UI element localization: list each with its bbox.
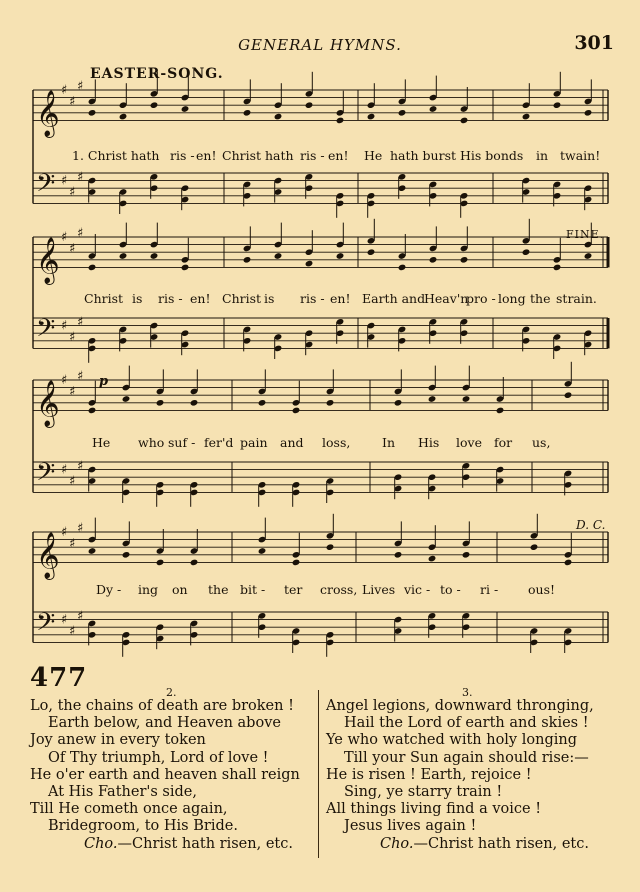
- sharp-icon: ♯: [61, 525, 68, 540]
- note-head: [584, 109, 593, 117]
- stanza-line: Bridegroom, to His Bride.: [48, 818, 238, 835]
- lyric-syllable: love: [456, 435, 482, 450]
- lyric-syllable: Christ: [84, 291, 124, 306]
- note-head: [564, 391, 573, 399]
- lyric-syllable: ous!: [528, 582, 556, 597]
- lyric-syllable: en!: [196, 148, 217, 163]
- sharp-icon: ♯: [61, 373, 68, 388]
- note-head: [428, 395, 437, 403]
- note-head: [530, 543, 539, 551]
- note-head: [292, 407, 301, 415]
- note-head: [243, 256, 252, 264]
- note-head: [181, 264, 190, 272]
- note-head: [496, 407, 505, 415]
- note-head: [398, 109, 407, 117]
- lyric-syllable: to -: [440, 582, 461, 597]
- note-head: [553, 264, 562, 272]
- sharp-icon: ♯: [61, 462, 68, 478]
- sharp-icon: ♯: [69, 94, 76, 110]
- note-head: [88, 547, 97, 555]
- lyric-syllable: pain: [240, 435, 268, 450]
- stanza-line: Sing, ye starry train !: [344, 784, 503, 801]
- note-head: [156, 559, 165, 567]
- note-head: [88, 264, 97, 272]
- note-head: [122, 395, 131, 403]
- lyric-syllable: hath burst: [390, 148, 457, 163]
- lyric-syllable: us,: [532, 435, 551, 450]
- stanza-line: Hail the Lord of earth and skies !: [344, 715, 589, 732]
- bass-clef-icon: 𝄢: [36, 457, 56, 493]
- stanza-line: Earth below, and Heaven above: [48, 715, 281, 732]
- sharp-icon: ♯: [69, 384, 76, 400]
- sharp-icon: ♯: [77, 369, 84, 385]
- note-head: [122, 551, 131, 559]
- lyric-syllable: ter: [284, 582, 303, 597]
- note-head: [190, 559, 199, 567]
- note-head: [88, 109, 97, 117]
- note-head: [462, 395, 471, 403]
- lyric-syllable: ris -: [158, 291, 183, 306]
- treble-clef-icon: 𝄞: [36, 380, 60, 427]
- note-head: [394, 551, 403, 559]
- bass-clef-icon: 𝄢: [36, 168, 56, 204]
- lyric-syllable: strain.: [556, 291, 597, 306]
- sharp-icon: ♯: [69, 330, 76, 345]
- lyric-syllable: twain!: [560, 148, 601, 163]
- note-head: [336, 252, 345, 260]
- sharp-icon: ♯: [61, 318, 68, 334]
- lyric-syllable: His: [418, 435, 440, 450]
- lyric-syllable: Christ hath: [222, 148, 294, 163]
- stanza-line: All things living find a voice !: [326, 801, 542, 818]
- note-head: [462, 551, 471, 559]
- note-head: [305, 101, 314, 109]
- stanza-line: Till your Sun again should rise:—: [344, 749, 589, 766]
- sharp-icon: ♯: [61, 230, 68, 245]
- lyric-syllable: Earth and: [362, 291, 426, 306]
- sharp-icon: ♯: [77, 458, 84, 474]
- sharp-icon: ♯: [77, 521, 84, 537]
- note-head: [88, 407, 97, 415]
- lyric-syllable: His bonds: [460, 148, 524, 163]
- bass-clef-icon: 𝄢: [36, 607, 56, 643]
- sharp-icon: ♯: [61, 83, 68, 98]
- sharp-icon: ♯: [69, 624, 76, 639]
- note-head: [336, 117, 345, 125]
- stanza-line: Angel legions, downward thronging,: [326, 698, 594, 714]
- stanza-number: 3.: [462, 686, 473, 699]
- lyric-syllable: is: [132, 291, 143, 306]
- stanza-line: At His Father's side,: [48, 784, 197, 801]
- lyric-syllable: loss,: [322, 435, 351, 450]
- stanza-line: He o'er earth and heaven shall reign: [30, 766, 300, 783]
- note-head: [190, 399, 199, 407]
- lyric-syllable: Heav'n: [424, 291, 469, 306]
- lyric-syllable: vic -: [404, 582, 431, 597]
- chorus-label: Cho.: [380, 835, 414, 852]
- lyric-syllable: who: [138, 435, 165, 450]
- lyric-syllable: Dy -: [96, 582, 122, 597]
- treble-clef-icon: 𝄞: [36, 237, 60, 284]
- note-head: [243, 109, 252, 117]
- lyric-syllable: Lives: [362, 582, 396, 597]
- sharp-icon: ♯: [77, 314, 84, 330]
- note-head: [258, 547, 267, 555]
- lyric-syllable: on: [172, 582, 188, 597]
- lyric-syllable: en!: [330, 291, 351, 306]
- lyric-syllable: for: [494, 435, 513, 450]
- note-head: [274, 113, 283, 121]
- note-head: [367, 113, 376, 121]
- stanza-2: [30, 698, 300, 853]
- lyric-syllable: He: [364, 148, 383, 163]
- sharp-icon: ♯: [61, 173, 68, 189]
- running-header: GENERAL HYMNS.: [238, 36, 402, 54]
- note-head: [522, 248, 531, 256]
- chorus-label: Cho.: [84, 835, 118, 852]
- chorus-line: [326, 836, 594, 853]
- hymn-number: 477: [30, 663, 88, 693]
- lyric-syllable: In: [382, 435, 395, 450]
- note-head: [394, 399, 403, 407]
- lyric-syllable: ris -: [300, 148, 325, 163]
- chorus-text: —Christ hath risen, etc.: [413, 835, 589, 852]
- lyric-syllable: and: [280, 435, 304, 450]
- note-head: [584, 252, 593, 260]
- stanza-number: 2.: [166, 686, 177, 699]
- note-head: [119, 252, 128, 260]
- sharp-icon: ♯: [77, 169, 84, 185]
- lyric-syllable: cross,: [320, 582, 358, 597]
- lyric-syllable: 1. Christ hath: [72, 148, 160, 163]
- treble-clef-icon: 𝄞: [36, 90, 60, 137]
- note-head: [326, 399, 335, 407]
- song-title: EASTER-SONG.: [90, 66, 224, 82]
- note-head: [305, 260, 314, 268]
- note-head: [150, 101, 159, 109]
- note-head: [258, 399, 267, 407]
- note-head: [522, 113, 531, 121]
- lyric-syllable: ris -: [170, 148, 195, 163]
- note-head: [429, 105, 438, 113]
- stanza-line: He is risen ! Earth, rejoice !: [326, 766, 532, 783]
- lyric-syllable: fer'd: [204, 435, 234, 450]
- note-head: [564, 559, 573, 567]
- bass-clef-icon: 𝄢: [36, 313, 56, 349]
- note-head: [181, 105, 190, 113]
- dynamic-marking: p: [99, 374, 109, 389]
- fine-marking: FINE.: [566, 228, 605, 241]
- chorus-line: [30, 836, 300, 853]
- page-number: 301: [574, 32, 614, 54]
- sharp-icon: ♯: [69, 474, 76, 489]
- sharp-icon: ♯: [61, 612, 68, 628]
- note-head: [326, 543, 335, 551]
- lyric-syllable: suf -: [168, 435, 196, 450]
- note-head: [553, 101, 562, 109]
- sharp-icon: ♯: [69, 185, 76, 200]
- stanza-line: Lo, the chains of death are broken !: [30, 698, 294, 714]
- stanza-line: Joy anew in every token: [30, 732, 206, 749]
- note-head: [460, 117, 469, 125]
- sharp-icon: ♯: [69, 536, 76, 552]
- lyric-syllable: en!: [328, 148, 349, 163]
- stanza-line: Jesus lives again !: [344, 818, 477, 835]
- sharp-icon: ♯: [77, 608, 84, 624]
- lyric-syllable: long: [498, 291, 526, 306]
- chorus-text: —Christ hath risen, etc.: [117, 835, 293, 852]
- note-head: [292, 559, 301, 567]
- note-head: [460, 256, 469, 264]
- treble-clef-icon: 𝄞: [36, 532, 60, 579]
- lyric-syllable: ing: [138, 582, 159, 597]
- stanza-3: [326, 698, 594, 853]
- note-head: [274, 252, 283, 260]
- lyric-syllable: Christ: [222, 291, 262, 306]
- lyric-syllable: the: [208, 582, 229, 597]
- note-head: [156, 399, 165, 407]
- stanza-line: Ye who watched with holy longing: [326, 732, 577, 749]
- note-head: [150, 252, 159, 260]
- lyric-syllable: pro -: [466, 291, 496, 306]
- sharp-icon: ♯: [77, 79, 84, 95]
- lyric-syllable: ri -: [480, 582, 499, 597]
- lyric-syllable: in: [536, 148, 549, 163]
- lyric-syllable: ris -: [300, 291, 325, 306]
- sharp-icon: ♯: [77, 226, 84, 242]
- note-head: [367, 248, 376, 256]
- column-divider: [318, 690, 319, 858]
- note-head: [428, 555, 437, 563]
- note-head: [119, 113, 128, 121]
- lyric-syllable: en!: [190, 291, 211, 306]
- lyric-syllable: is: [264, 291, 275, 306]
- lyric-syllable: bit -: [240, 582, 266, 597]
- stanza-line: Till He cometh once again,: [30, 801, 228, 818]
- sharp-icon: ♯: [69, 241, 76, 257]
- note-head: [429, 256, 438, 264]
- stanza-line: Of Thy triumph, Lord of love !: [48, 749, 269, 766]
- dc-marking: D. C.: [576, 518, 606, 532]
- note-head: [398, 264, 407, 272]
- lyric-syllable: He: [92, 435, 111, 450]
- lyric-syllable: the: [530, 291, 551, 306]
